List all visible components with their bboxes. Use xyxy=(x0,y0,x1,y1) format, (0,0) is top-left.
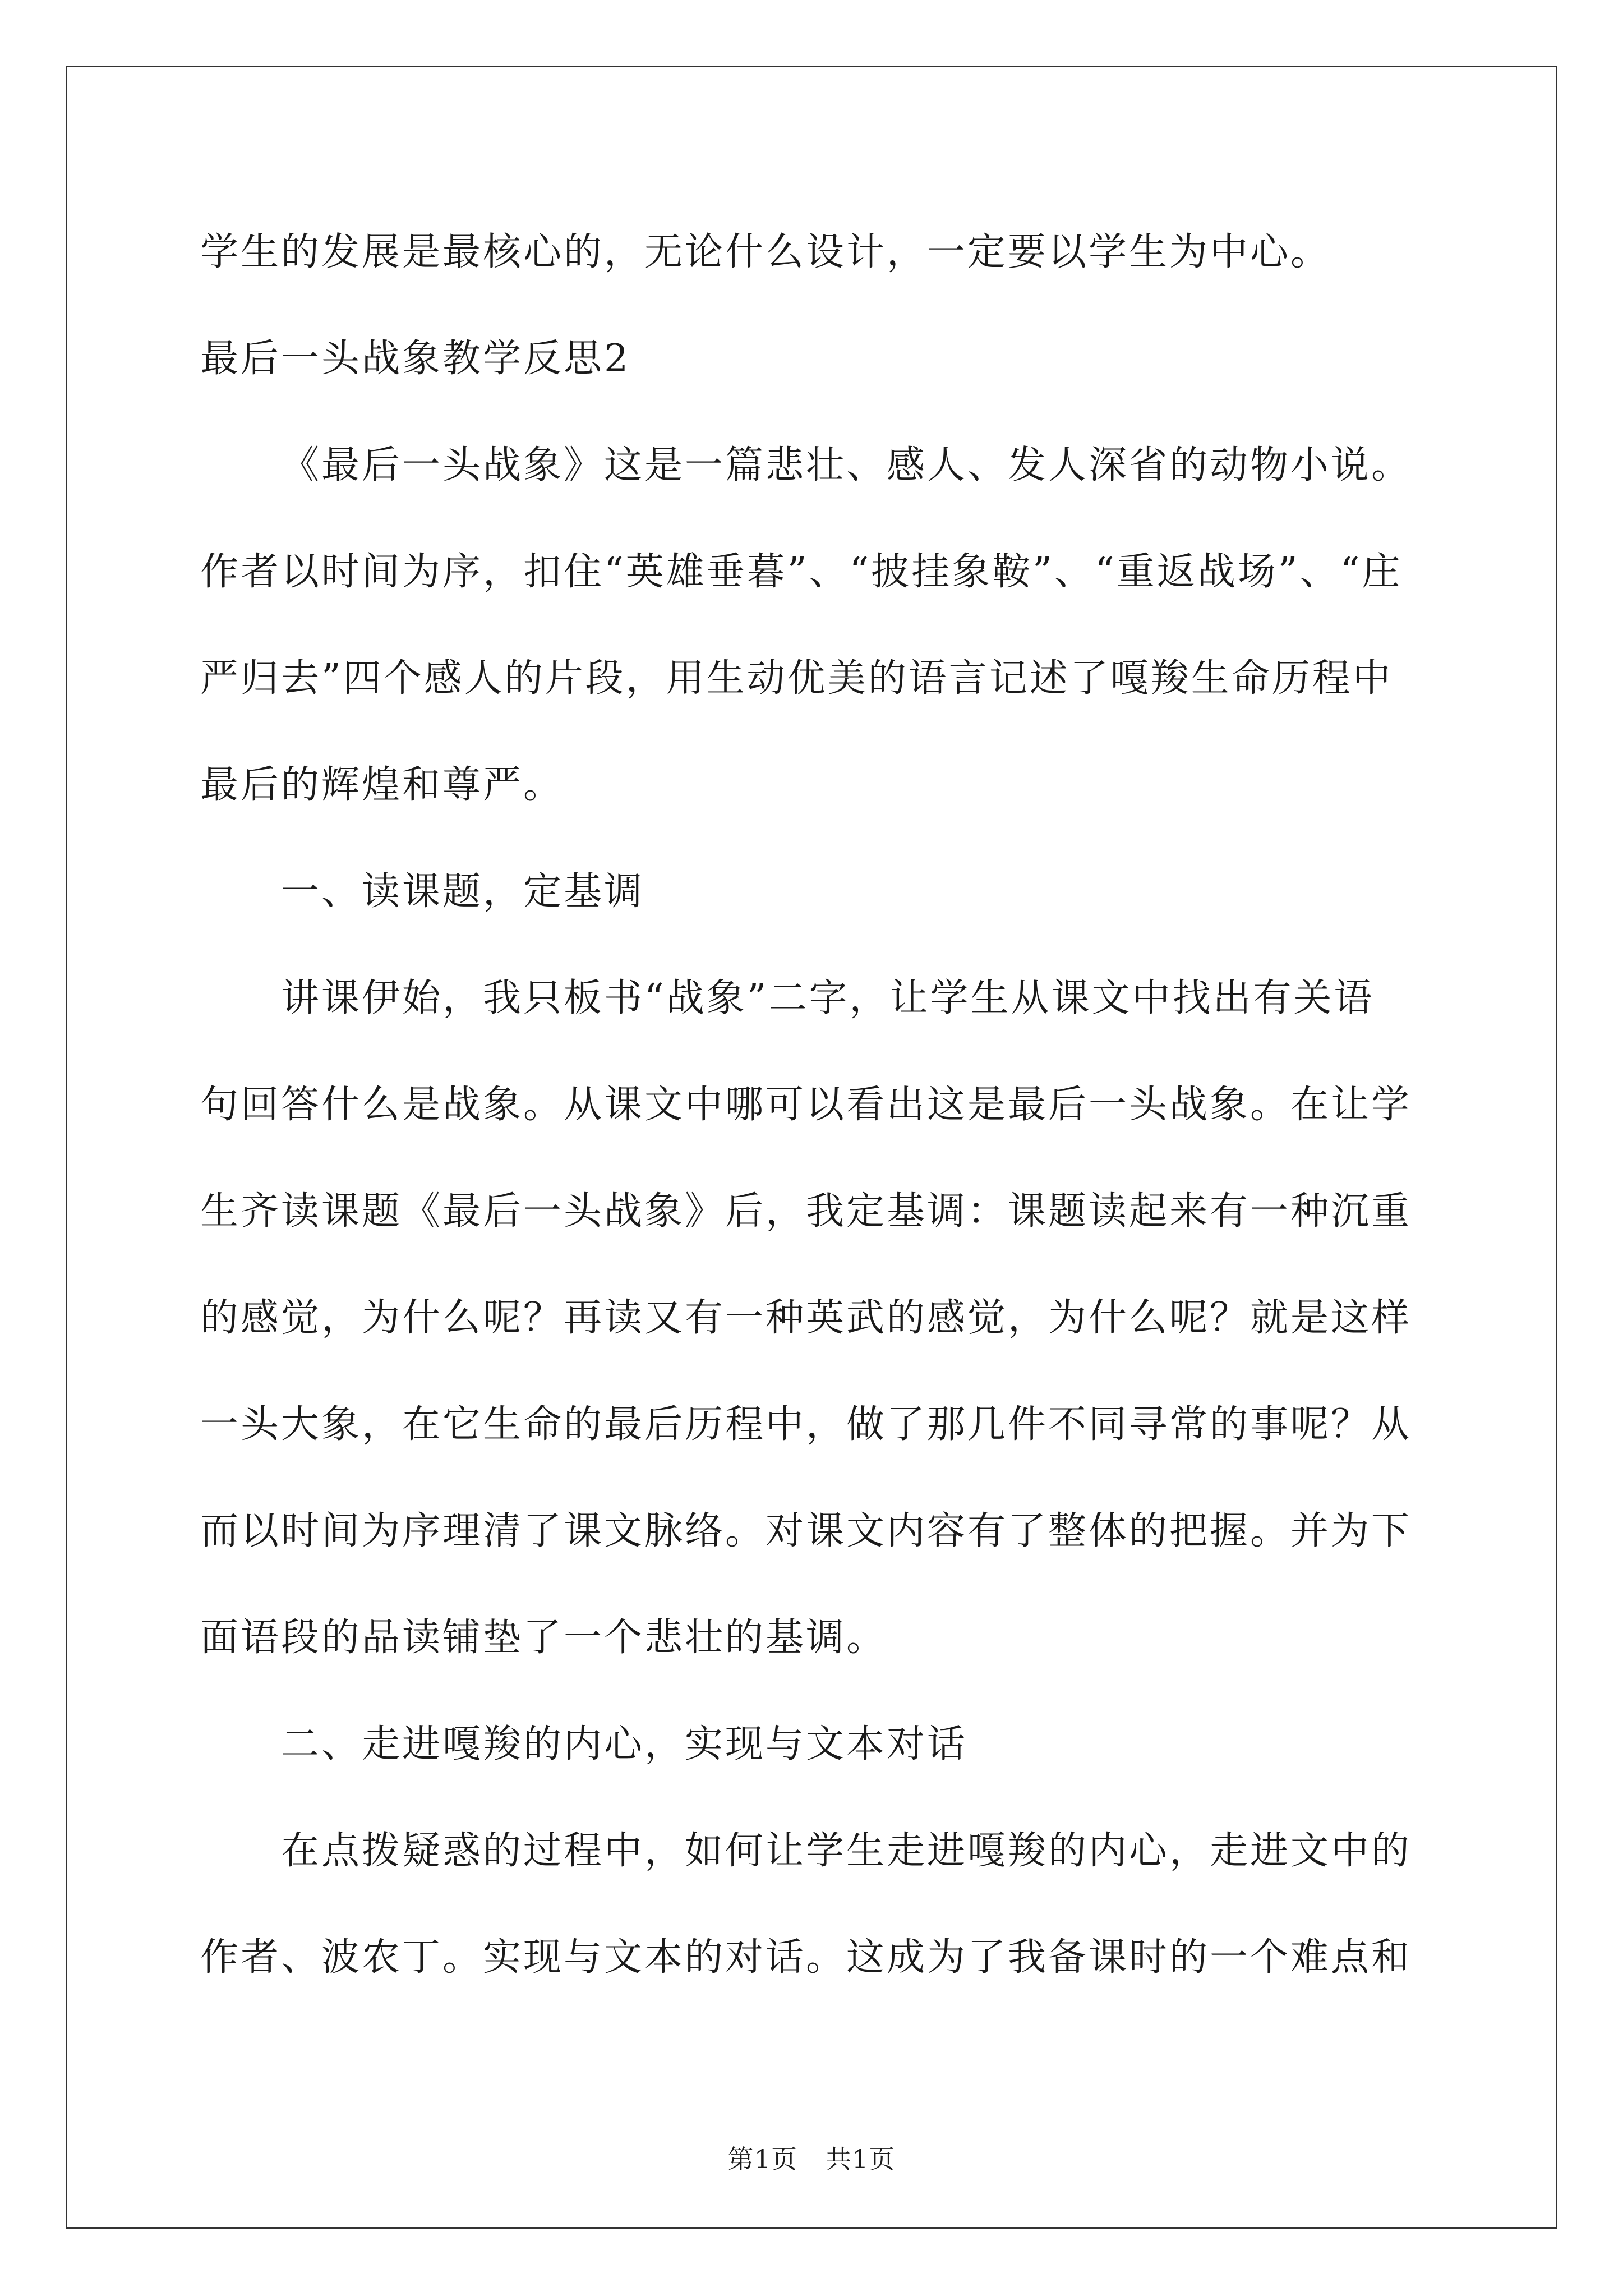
section-title: 最后一头战象教学反思2 xyxy=(200,337,631,381)
text-line: 生齐读课题《最后一头战象》后，我定基调：课题读起来有一种沉重 xyxy=(200,1189,1412,1234)
subheading: 一、读课题，定基调 xyxy=(281,869,645,914)
page-number: 第1页 xyxy=(727,2144,797,2174)
text-line: 句回答什么是战象。从课文中哪可以看出这是最后一头战象。在让学 xyxy=(200,1083,1412,1127)
text-line: 面语段的品读铺垫了一个悲壮的基调。 xyxy=(200,1616,887,1660)
text-line: 一头大象，在它生命的最后历程中，做了那几件不同寻常的事呢？从 xyxy=(200,1402,1412,1447)
text-line: 讲课伊始，我只板书“战象”二字，让学生从课文中找出有关语 xyxy=(281,976,1375,1020)
document-body xyxy=(200,216,1434,2028)
page-total: 共1页 xyxy=(826,2144,896,2174)
subheading: 二、走进嘎羧的内心，实现与文本对话 xyxy=(281,1722,968,1766)
text-line: 严归去”四个感人的片段，用生动优美的语言记述了嘎羧生命历程中 xyxy=(200,656,1393,701)
text-line: 《最后一头战象》这是一篇悲壮、感人、发人深省的动物小说。 xyxy=(281,443,1412,487)
text-line: 最后的辉煌和尊严。 xyxy=(200,763,564,807)
page-footer xyxy=(0,2139,1623,2176)
text-line: 而以时间为序理清了课文脉络。对课文内容有了整体的把握。并为下 xyxy=(200,1509,1412,1553)
text-line: 作者以时间为序，扣住“英雄垂暮”、“披挂象鞍”、“重返战场”、“庄 xyxy=(200,550,1403,594)
text-line: 作者、波农丁。实现与文本的对话。这成为了我备课时的一个难点和 xyxy=(200,1935,1412,1980)
text-line: 在点拨疑惑的过程中，如何让学生走进嘎羧的内心，走进文中的 xyxy=(281,1829,1412,1873)
text-line: 学生的发展是最核心的，无论什么设计，一定要以学生为中心。 xyxy=(200,230,1331,274)
text-line: 的感觉，为什么呢？再读又有一种英武的感觉，为什么呢？就是这样 xyxy=(200,1296,1412,1340)
